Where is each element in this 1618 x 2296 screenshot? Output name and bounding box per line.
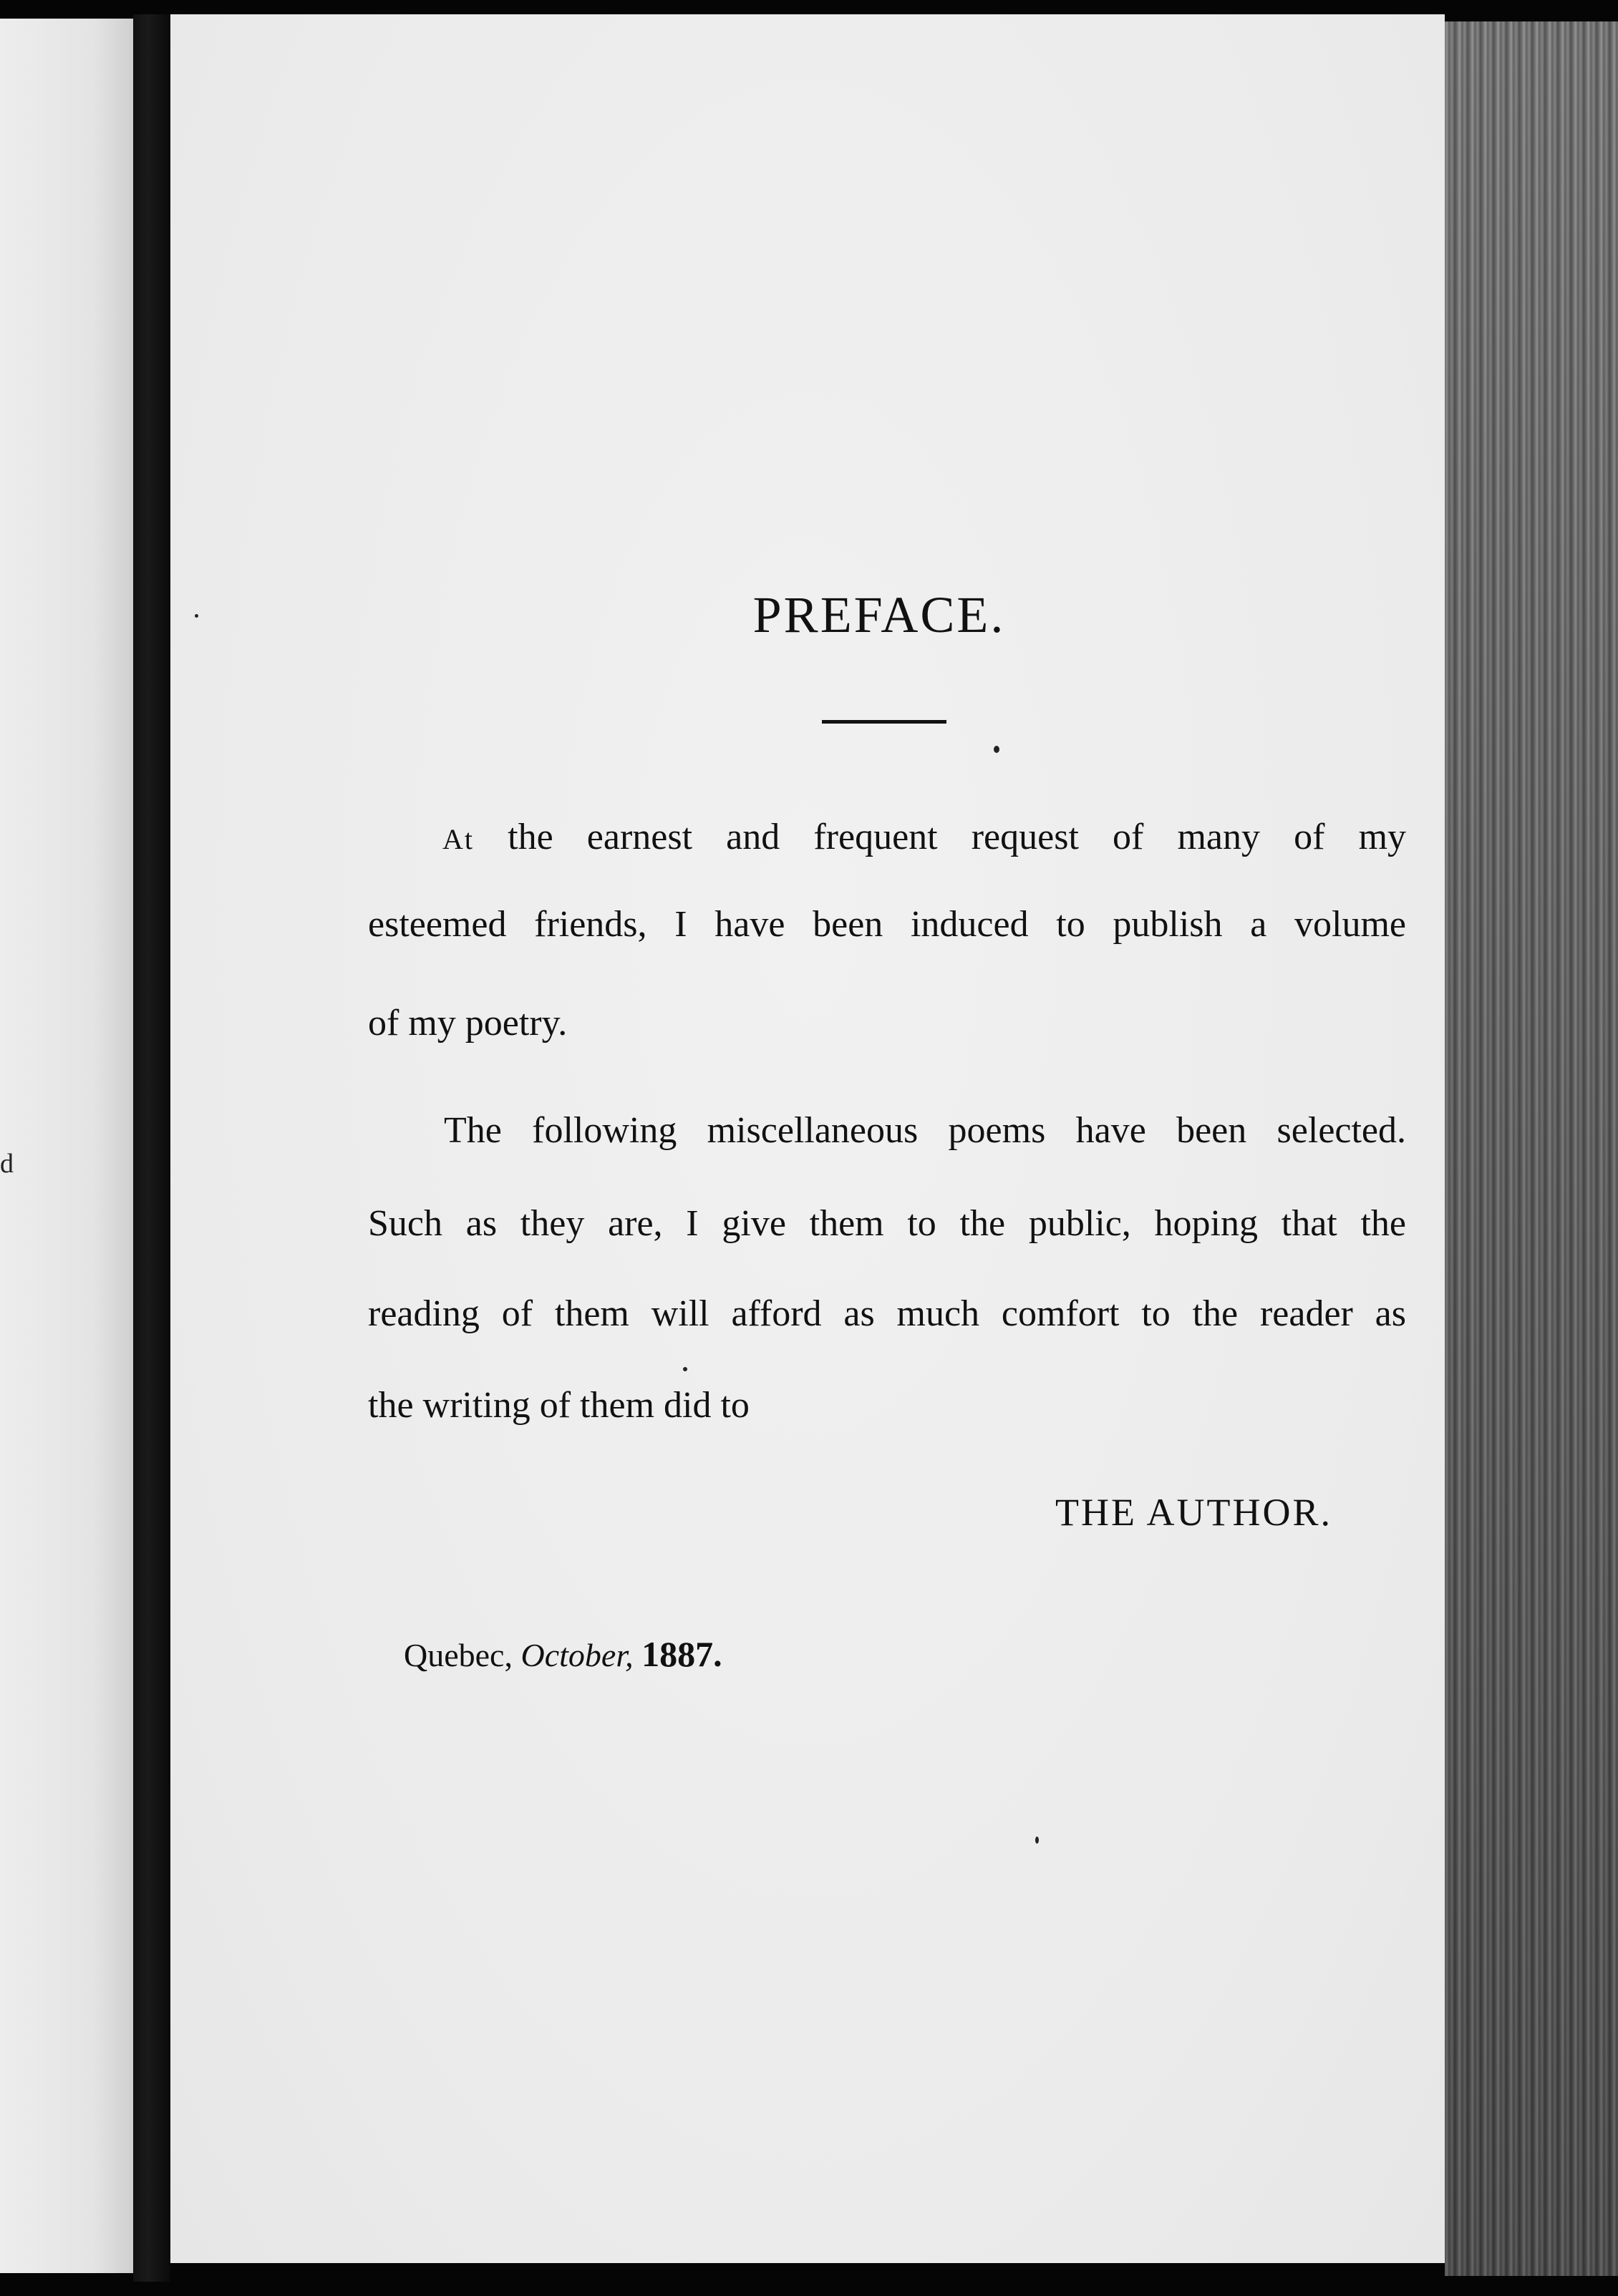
right-page-stack-edge [1445,21,1618,2276]
dateline [404,1633,722,1675]
paragraph-1-line-3: of my poetry. [368,1003,568,1044]
dateline-place: Quebec, [404,1637,513,1673]
scan-speck [1035,1837,1039,1844]
author-signature: THE AUTHOR. [1055,1491,1332,1534]
paragraph-2-line-3: reading of them will afford as much comfort to the reader as [368,1293,1406,1334]
dropcap-word: At [442,823,474,855]
paragraph-2-line-2: Such as they are, I give them to the public, hoping that the [368,1203,1406,1244]
preface-page [170,14,1445,2263]
dateline-year: 1887. [641,1634,722,1674]
left-page-text-fragment: d [0,1149,14,1179]
scan-speck [994,746,999,753]
page-title: PREFACE. [752,586,1006,643]
paragraph-1-line-2: esteemed friends, I have been induced to publish a volume [368,904,1406,945]
paragraph-2-line-1: The following miscellaneous poems have been selected. [444,1110,1406,1151]
title-rule [822,720,946,724]
dateline-month: October, [520,1637,634,1673]
book-gutter [133,14,170,2282]
scan-speck [683,1367,687,1371]
paragraph-1-line-1: At the earnest and frequent request of many of my [442,817,1407,857]
left-page-edge [0,19,133,2273]
scan-speck [195,614,198,618]
paragraph-2-line-4: the writing of them did to [368,1385,750,1426]
